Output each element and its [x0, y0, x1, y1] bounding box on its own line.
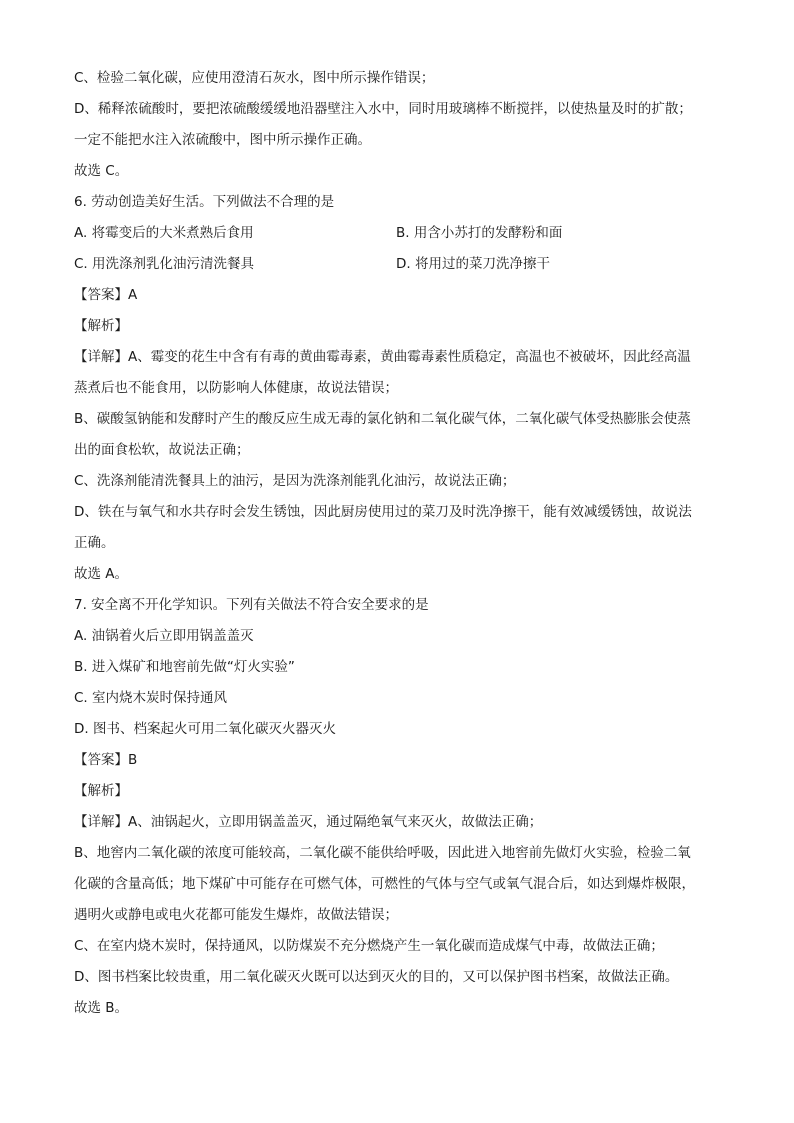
option-c: C. 用洗涤剂乳化油污清洗餐具 — [74, 256, 255, 272]
answer-label: 【答案】A — [74, 287, 138, 303]
question-6-options-row-1 — [74, 218, 734, 249]
detail-line: 故选 B。 — [74, 1000, 129, 1016]
text-line: C、检验二氧化碳，应使用澄清石灰水，图中所示操作错误； — [74, 70, 435, 86]
detail-line: B、地窖内二氧化碳的浓度可能较高，二氧化碳不能供给呼吸，因此进入地窖前先做灯火实验，检验二氧 — [74, 845, 691, 861]
text-line: 一定不能把水注入浓硫酸中，图中所示操作正确。 — [74, 132, 371, 148]
answer-label: 【答案】B — [74, 752, 138, 768]
analysis-label: 【解析】 — [74, 783, 128, 799]
option-d: D. 将用过的菜刀洗净擦干 — [396, 256, 550, 272]
detail-line: 正确。 — [74, 535, 115, 551]
option-c: C. 室内烧木炭时保持通风 — [74, 690, 228, 706]
detail-line: 蒸煮后也不能食用，以防影响人体健康，故说法错误； — [74, 380, 398, 396]
detail-line: C、洗涤剂能清洗餐具上的油污，是因为洗涤剂能乳化油污，故说法正确； — [74, 473, 516, 489]
option-a: A. 将霉变后的大米煮熟后食用 — [74, 225, 254, 241]
text-line: D、稀释浓硫酸时，要把浓硫酸缓缓地沿器壁注入水中，同时用玻璃棒不断搅拌，以使热量及时的扩散； — [74, 101, 692, 117]
question-7-stem: 7. 安全离不开化学知识。下列有关做法不符合安全要求的是 — [74, 597, 429, 613]
detail-line: D、图书档案比较贵重，用二氧化碳灭火既可以达到灭火的目的，又可以保护图书档案，故做法正确。 — [74, 969, 679, 985]
analysis-label: 【解析】 — [74, 318, 128, 334]
option-b: B. 进入煤矿和地窖前先做“灯火实验” — [74, 659, 295, 675]
option-b: B. 用含小苏打的发酵粉和面 — [396, 225, 563, 241]
detail-line: 【详解】A、霉变的花生中含有有毒的黄曲霉毒素，黄曲霉毒素性质稳定，高温也不被破坏，因此经高温 — [74, 349, 691, 365]
detail-line: 【详解】A、油锅起火，立即用锅盖盖灭，通过隔绝氧气来灭火，故做法正确； — [74, 814, 543, 830]
detail-line: B、碳酸氢钠能和发酵时产生的酸反应生成无毒的氯化钠和二氧化碳气体，二氧化碳气体受热膨胀会使蒸 — [74, 411, 691, 427]
question-6-stem: 6. 劳动创造美好生活。下列做法不合理的是 — [74, 194, 335, 210]
detail-line: 遇明火或静电或电火花都可能发生爆炸，故做法错误； — [74, 907, 398, 923]
detail-line: D、铁在与氧气和水共存时会发生锈蚀，因此厨房使用过的菜刀及时洗净擦干，能有效减缓锈蚀，故说法 — [74, 504, 692, 520]
option-d: D. 图书、档案起火可用二氧化碳灭火器灭火 — [74, 721, 336, 737]
detail-line: 出的面食松软，故说法正确； — [74, 442, 250, 458]
question-6-options-row-2 — [74, 249, 734, 280]
option-a: A. 油锅着火后立即用锅盖盖灭 — [74, 628, 254, 644]
detail-line: C、在室内烧木炭时，保持通风，以防煤炭不充分燃烧产生一氧化碳而造成煤气中毒，故做法正确； — [74, 938, 664, 954]
text-line: 故选 C。 — [74, 163, 129, 179]
detail-line: 化碳的含量高低；地下煤矿中可能存在可燃气体，可燃性的气体与空气或氧气混合后，如达到爆炸极限， — [74, 876, 695, 892]
detail-line: 故选 A。 — [74, 566, 129, 582]
